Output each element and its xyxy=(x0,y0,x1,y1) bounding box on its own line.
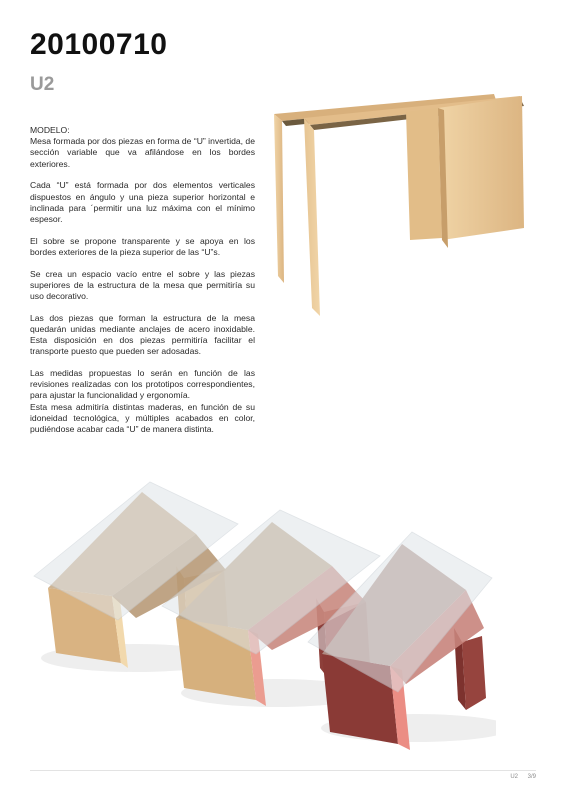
u-frame-illustration xyxy=(262,88,532,323)
model-subtitle: U2 xyxy=(30,74,55,95)
page-footer xyxy=(502,774,536,780)
paragraph-shape: Mesa formada por dos piezas en forma de “U” invertida, de sección variable que va afilándose en los bordes exteriores. xyxy=(30,136,255,169)
paragraph-finishes: Esta mesa admitiría distintas maderas, en función de su idoneidad tecnológica, y múltiples acabados en color, pudiéndose acabar cada “U” de manera distinta. xyxy=(30,401,255,434)
tables-render-illustration xyxy=(26,478,496,753)
paragraph-dimensions: Las medidas propuestas lo serán en función de las revisiones realizadas con los prototipos correspondientes, para ajustar la funcionalidad y ergonomía. xyxy=(30,367,255,401)
paragraph-joints: Las dos piezas que forman la estructura de la mesa quedarán unidas mediante anclajes de acero inoxidable. Esta disposición en dos piezas permitiría facilitar el transporte puesto que pueden ser adosadas. xyxy=(30,312,255,357)
footer-model: U2 xyxy=(510,774,518,780)
footer-divider xyxy=(30,770,536,771)
paragraph-u-structure: Cada “U” está formada por dos elementos verticales dispuestos en ángulo y una pieza superior horizontal e inclinada para ´permitir una luz máxima con el mínimo espesor. xyxy=(30,180,255,224)
paragraph-glass-top: El sobre se propone transparente y se apoya en los bordes exteriores de la pieza superior de las “U”s. xyxy=(30,235,255,257)
model-label: MODELO: xyxy=(30,125,70,135)
paragraph-void-space: Se crea un espacio vacío entre el sobre y las piezas superiores de la estructura de la mesa que permitiría su uso decorativo. xyxy=(30,268,255,301)
page-title: 20100710 xyxy=(30,28,168,61)
description-column xyxy=(30,125,255,446)
footer-page-number: 3/9 xyxy=(527,774,536,780)
